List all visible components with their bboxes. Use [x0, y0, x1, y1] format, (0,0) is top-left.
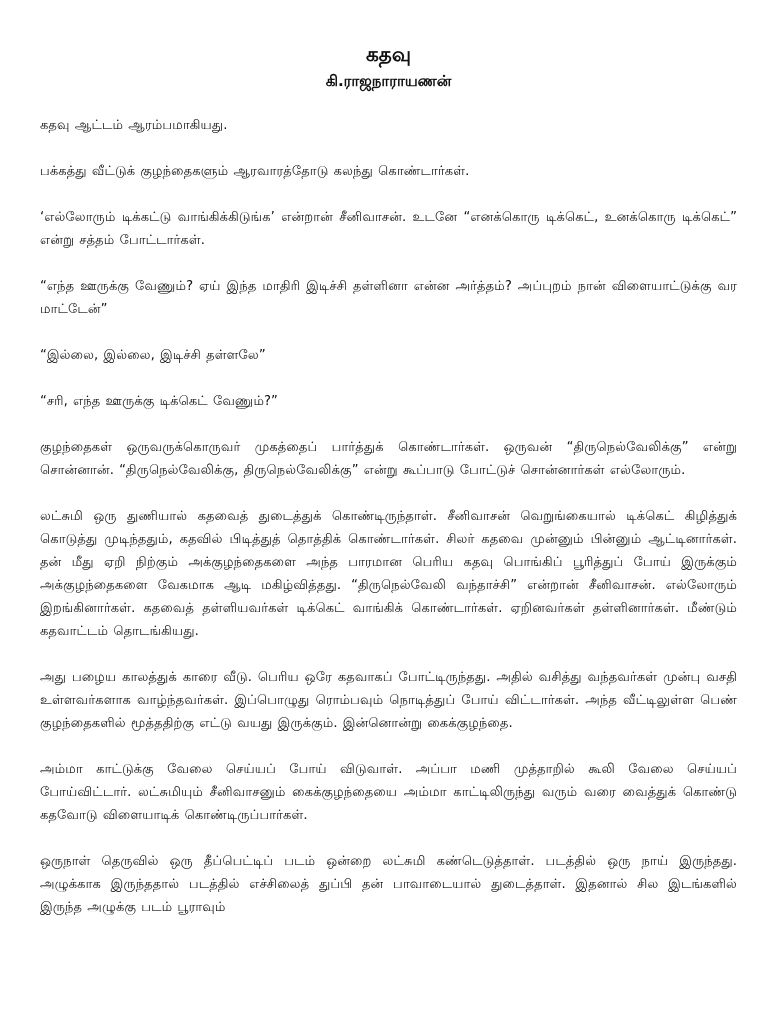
- paragraph-7: குழந்தைகள் ஒருவருக்கொருவர் முகத்தைப் பார்த்துக் கொண்டார்கள். ஒருவன் “திருநெல்வேலிக்கு” என்று சொன்னான். “திருநெல்வேலிக்கு, திருநெல்வேலிக்கு” என்று கூப்பாடு போட்டுச் சொன்னார்கள் எல்லோரும்.: [40, 440, 737, 478]
- paragraph-5: “இல்லை, இல்லை, இடிச்சி தள்ளலே”: [40, 348, 266, 363]
- paragraph-9: அது பழைய காலத்துக் காரை வீடு. பெரிய ஒரே கதவாகப் போட்டிருந்தது. அதில் வசித்து வந்தவர்கள் முன்பு வசதி உள்ளவர்களாக வாழ்ந்தவர்கள். இப்பொழுது ரொம்பவும் நொடித்துப் போய் விட்டார்கள். அந்த வீட்டிலுள்ள பெண் குழந்தைகளில் மூத்ததிற்கு எட்டு வயது இருக்கும். இன்னொன்று கைக்குழந்தை.: [40, 670, 737, 731]
- author-name: கி.ராஜநாராயணன்: [325, 72, 452, 90]
- paragraph-11: ஒருநாள் தெருவில் ஒரு தீப்பெட்டிப் படம் ஒன்றை லட்சுமி கண்டெடுத்தாள். படத்தில் ஒரு நாய் இருந்தது. அழுக்காக இருந்ததால் படத்தில் எச்சிலைத் துப்பி தன் பாவாடையால் துடைத்தாள். இதனால் சில இடங்களில் இருந்த அழுக்கு படம் பூராவும்: [40, 854, 737, 915]
- paragraph-10: அம்மா காட்டுக்கு வேலை செய்யப் போய் விடுவாள். அப்பா மணி முத்தாறில் கூலி வேலை செய்யப் போய்விட்டார். லட்சுமியும் சீனிவாசனும் கைக்குழந்தையை அம்மா காட்டிலிருந்து வரும் வரை வைத்துக் கொண்டு கதவோடு விளையாடிக் கொண்டிருப்பார்கள்.: [40, 762, 737, 823]
- document-page: [40, 40, 737, 1020]
- paragraph-4: “எந்த ஊருக்கு வேணும்? ஏய் இந்த மாதிரி இடிச்சி தள்ளினா என்ன அர்த்தம்? அப்புறம் நான் விளையாட்டுக்கு வர மாட்டேன்”: [40, 279, 737, 317]
- paragraph-6: “சரி, எந்த ஊருக்கு டிக்கெட் வேணும்?”: [40, 394, 278, 409]
- document-title: கதவு: [366, 42, 411, 66]
- paragraph-1: கதவு ஆட்டம் ஆரம்பமாகியது.: [40, 118, 228, 133]
- paragraph-8: லட்சுமி ஒரு துணியால் கதவைத் துடைத்துக் கொண்டிருந்தாள். சீனிவாசன் வெறுங்கையால் டிக்கெட் கிழித்துக் கொடுத்து முடிந்ததும், கதவில் பிடித்துத் தொத்திக் கொண்டார்கள். சிலர் கதவை முன்னும் பின்னும் ஆட்டினார்கள். தன் மீது ஏறி நிற்கும் அக்குழந்தைகளை அந்த பாரமான பெரிய கதவு பொங்கிப் பூரித்துப் போய் இருக்கும் அக்குழந்தைகளை வேகமாக ஆடி மகிழ்வித்தது. “திருநெல்வேலி வந்தாச்சி” என்றான் சீனிவாசன். எல்லோரும் இறங்கினார்கள். கதவைத் தள்ளியவர்கள் டிக்கெட் வாங்கிக் கொண்டார்கள். ஏறினவர்கள் தள்ளினார்கள். மீண்டும் கதவாட்டம் தொடங்கியது.: [40, 509, 737, 639]
- paragraph-3: ‘எல்லோரும் டிக்கட்டு வாங்கிக்கிடுங்க’ என்றான் சீனிவாசன். உடனே “எனக்கொரு டிக்கெட், உனக்கொரு டிக்கெட்” என்று சத்தம் போட்டார்கள்.: [40, 210, 737, 248]
- paragraph-2: பக்கத்து வீட்டுக் குழந்தைகளும் ஆரவாரத்தோடு கலந்து கொண்டார்கள்.: [40, 164, 470, 179]
